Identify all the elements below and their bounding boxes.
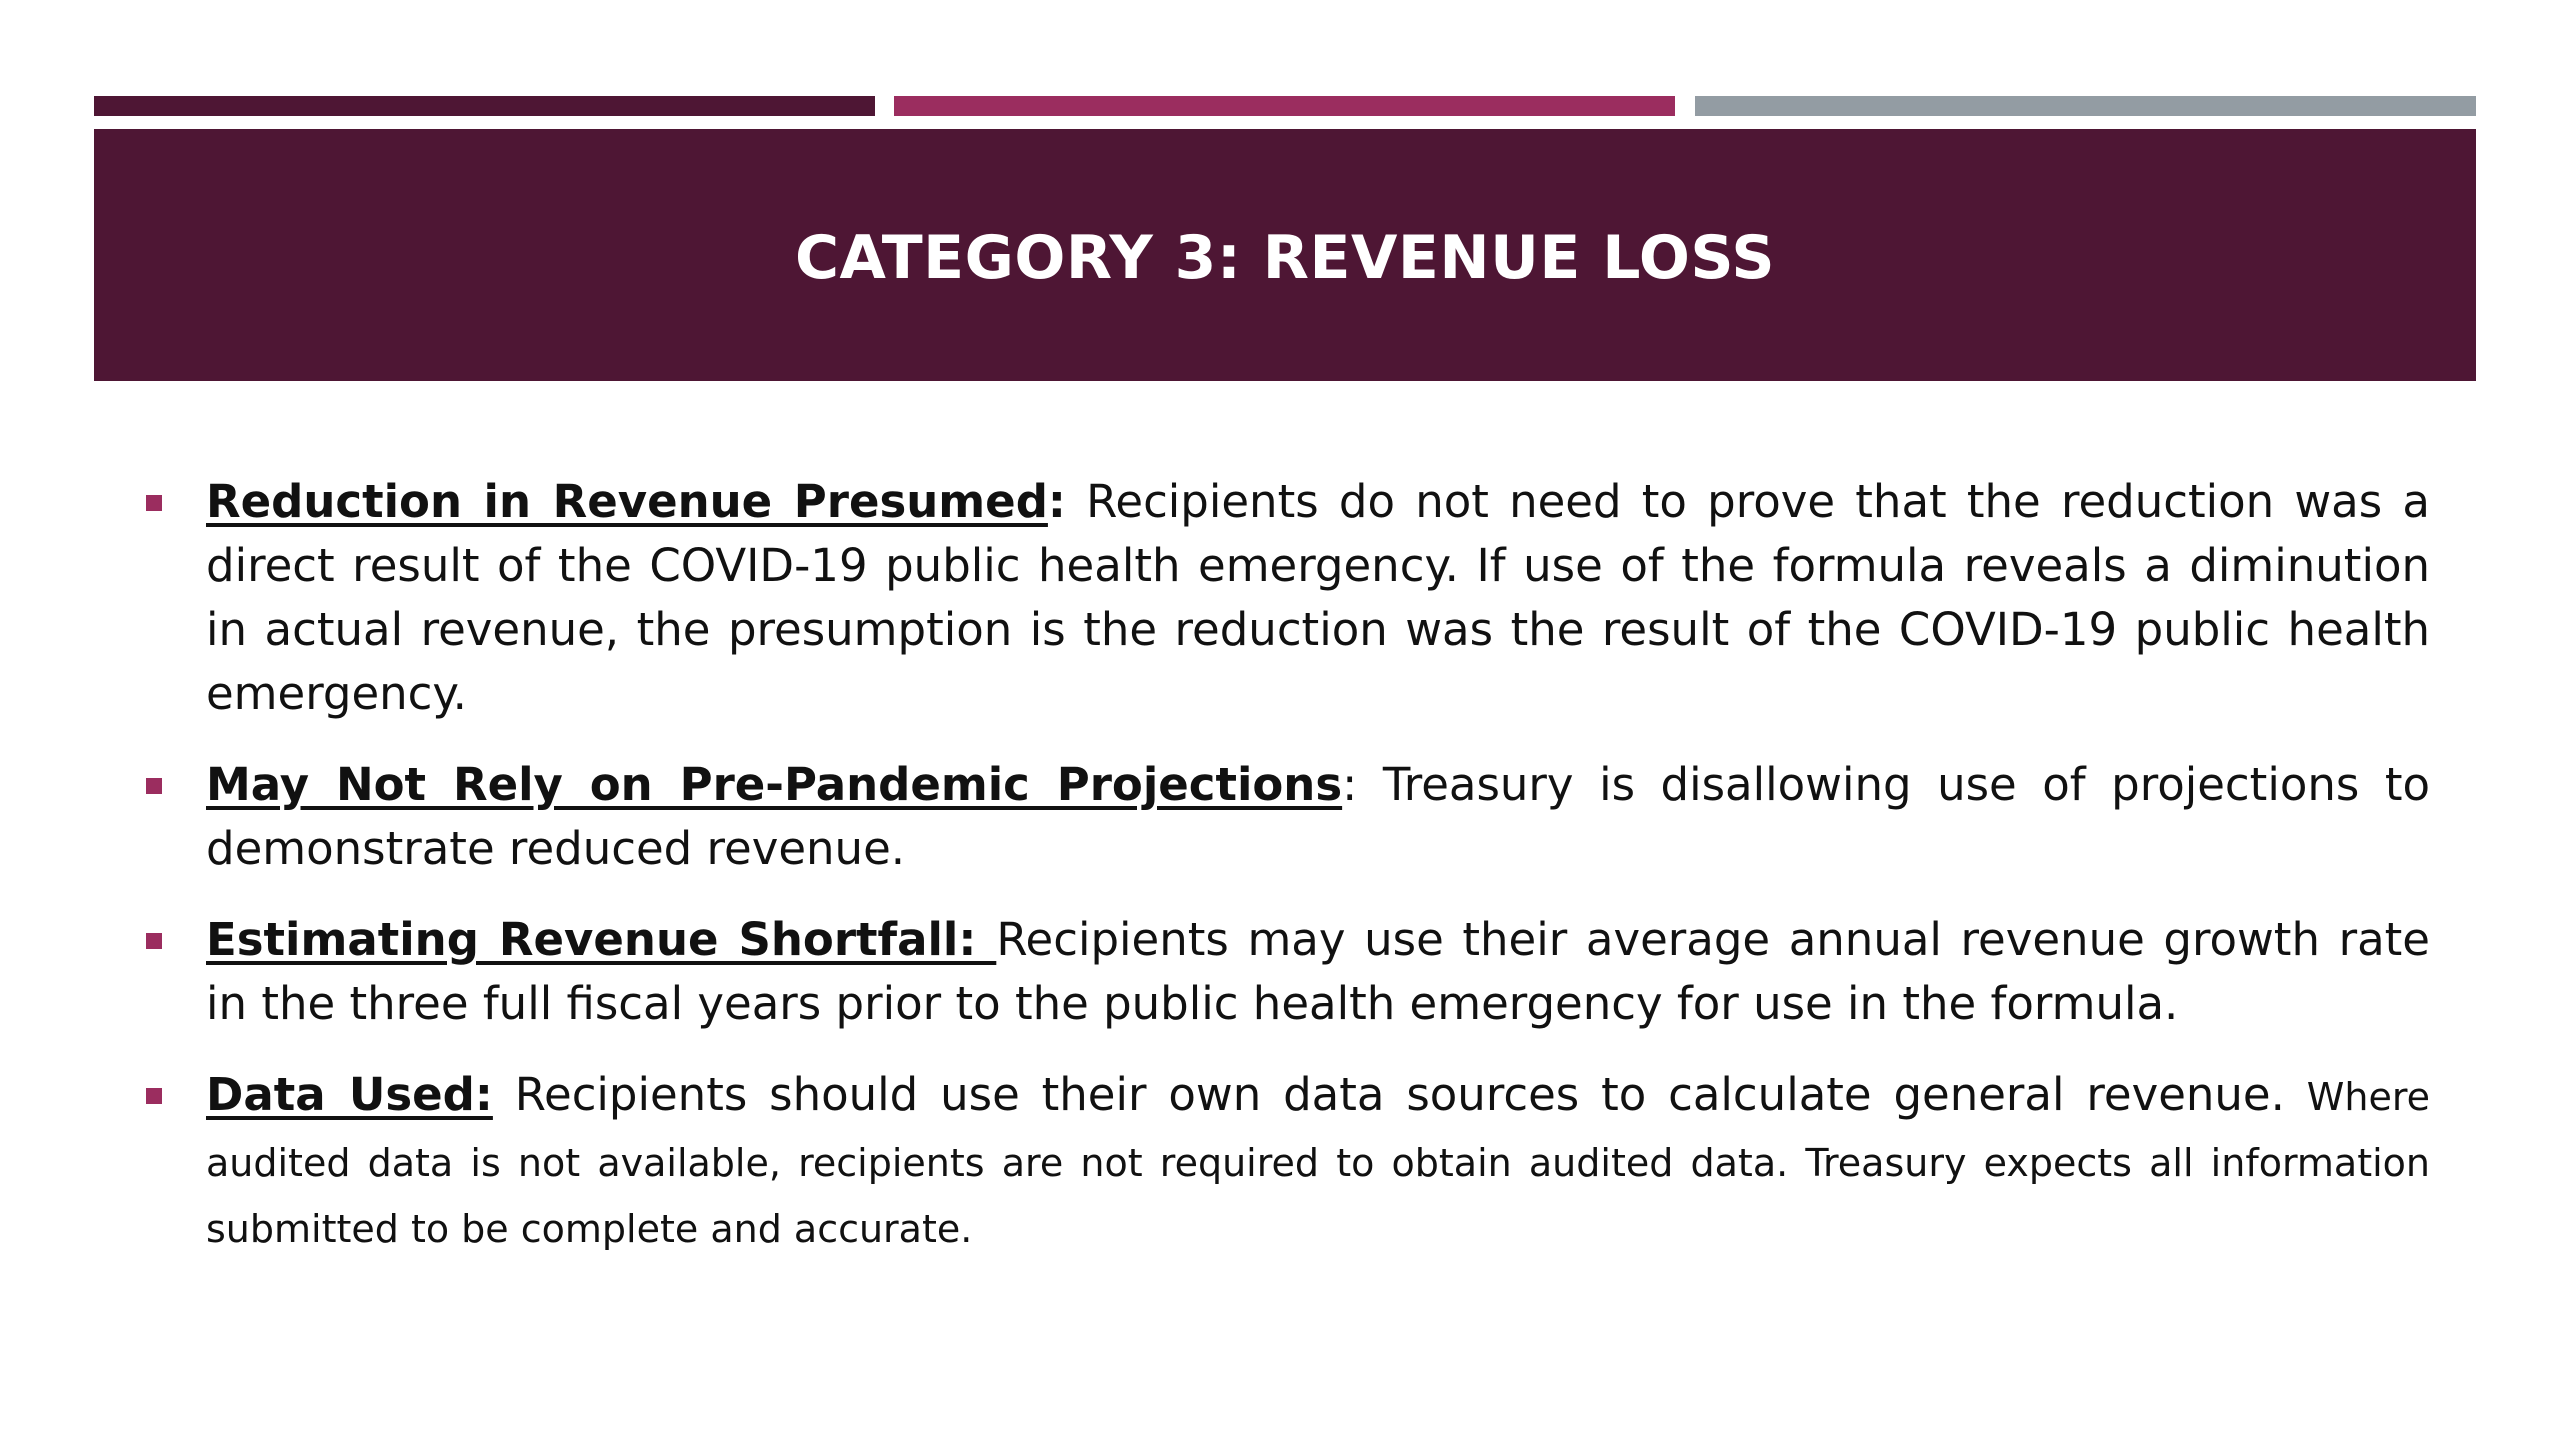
slide-title: CATEGORY 3: REVENUE LOSS: [794, 223, 1776, 293]
bullet-list: [140, 470, 2430, 1288]
accent-bar-dark: [94, 96, 875, 116]
bullet-item: [140, 470, 2430, 726]
square-bullet-icon: [146, 778, 162, 794]
bullet-text: Treasury is disallowing use of projections to demonstrate reduced revenue.: [206, 758, 2431, 875]
square-bullet-icon: [146, 1088, 162, 1104]
bullet-text: Recipients do not need to prove that the reduction was a direct result of the COVID-19 public health emergency. If use of the formula reveals a diminution in actual revenue, the presumption is the reduction was the result of the COVID-19 public health emergency.: [206, 475, 2430, 720]
bullet-text-small: Where audited data is not available, recipients are not required to obtain audited data. Treasury expects all information submitted to be complete and accurate.: [206, 1075, 2430, 1251]
bullet-text: Recipients may use their average annual revenue growth rate in the three full fiscal years prior to the public health emergency for use in the formula.: [206, 913, 2430, 1030]
title-band: [94, 129, 2476, 381]
bullet-item: [140, 753, 2430, 881]
accent-bar-magenta: [894, 96, 1675, 116]
bullet-term: May Not Rely on Pre-Pandemic Projections: [206, 758, 1343, 811]
square-bullet-icon: [146, 495, 162, 511]
bullet-term: Estimating Revenue Shortfall:: [206, 913, 997, 966]
bullet-term-separator: :: [1047, 475, 1066, 528]
bullet-text: Recipients should use their own data sources to calculate general revenue.: [492, 1068, 2307, 1121]
bullet-term: Data Used:: [206, 1068, 493, 1121]
accent-bar-gray: [1695, 96, 2476, 116]
bullet-term-separator: :: [1342, 758, 1358, 811]
bullet-item: [140, 908, 2430, 1036]
bullet-item: [140, 1063, 2430, 1261]
square-bullet-icon: [146, 933, 162, 949]
bullet-term: Reduction in Revenue Presumed: [206, 475, 1048, 528]
